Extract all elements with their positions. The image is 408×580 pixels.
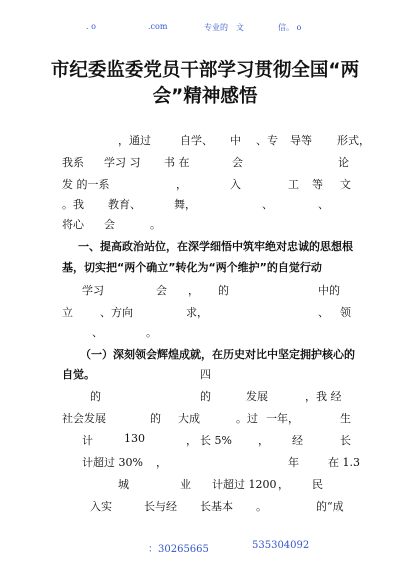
- text-fragment: 长: [340, 434, 351, 447]
- paragraph-line: [0, 196, 408, 216]
- paragraph-line: [0, 304, 408, 324]
- paragraph-line: [0, 176, 408, 196]
- page-footer: [0, 540, 408, 554]
- text-fragment: 论: [338, 156, 349, 169]
- title-line-2: 会”精神感悟: [152, 86, 258, 107]
- paragraph-line: [0, 216, 408, 236]
- header-left-text: . o: [86, 22, 96, 31]
- paragraph-line: [0, 282, 408, 302]
- text-fragment: 立: [62, 306, 73, 319]
- paragraph-line: [0, 324, 408, 344]
- paragraph-line: [0, 410, 408, 430]
- header-mid-text: 专业的 文: [204, 23, 244, 32]
- text-fragment: 。过: [236, 412, 258, 425]
- text-fragment: ，: [188, 284, 199, 297]
- text-fragment: 长 5%: [200, 434, 232, 447]
- title-line-1: 市纪委监委党员干部学习贯彻全国“两: [50, 60, 360, 81]
- text-fragment: 、: [318, 198, 329, 211]
- text-fragment: 社会发展: [62, 412, 106, 425]
- text-fragment: 发 的一系: [62, 178, 110, 191]
- header-right-text: 信。 o: [278, 23, 302, 32]
- subheading-line-2: 自觉。: [62, 368, 95, 381]
- text-fragment: 。: [150, 218, 161, 231]
- text-fragment: 的“成: [316, 500, 344, 513]
- text-fragment: ，: [156, 456, 167, 469]
- text-fragment: 城: [118, 478, 129, 491]
- text-fragment: 经: [292, 434, 303, 447]
- footer-left-text: ：30265665: [148, 544, 209, 555]
- text-fragment: 入实: [90, 500, 112, 513]
- text-fragment: 会: [232, 156, 243, 169]
- text-fragment: ，: [186, 434, 197, 447]
- text-fragment: 计超过 30%: [82, 456, 143, 469]
- text-fragment: ，通过: [118, 134, 151, 147]
- heading-line-1: 一、提高政治站位，在深学细悟中筑牢绝对忠诚的思想根: [78, 240, 353, 253]
- text-fragment: ，: [278, 478, 289, 491]
- footer-right-text: 535304092: [252, 540, 310, 551]
- text-fragment: 。我: [62, 198, 84, 211]
- text-fragment: 的: [150, 412, 161, 425]
- text-fragment: 我系: [62, 156, 84, 169]
- paragraph-line: [0, 154, 408, 174]
- section-heading: [0, 259, 408, 279]
- heading-line-2: 基，切实把“两个确立”转化为“两个维护”的自觉行动: [62, 261, 322, 274]
- paragraph-line: [0, 132, 408, 152]
- text-fragment: 计: [82, 434, 93, 447]
- text-fragment: 四: [200, 368, 211, 381]
- subsection-heading: [0, 366, 408, 386]
- text-fragment: 的: [218, 284, 229, 297]
- text-fragment: 中的: [318, 284, 340, 297]
- text-fragment: 中: [230, 134, 241, 147]
- text-fragment: 、专: [256, 134, 278, 147]
- text-fragment: 教育、: [108, 198, 141, 211]
- header-domain-text: .com: [148, 22, 168, 31]
- text-fragment: 入: [230, 178, 241, 191]
- text-fragment: 、: [318, 306, 329, 319]
- text-fragment: 等: [312, 178, 323, 191]
- text-fragment: 、方向: [100, 306, 133, 319]
- text-fragment: 大成: [178, 412, 200, 425]
- text-fragment: 民: [312, 478, 323, 491]
- text-fragment: 舞，: [174, 198, 196, 211]
- paragraph-line: [0, 388, 408, 408]
- text-fragment: 求，: [186, 306, 208, 319]
- text-fragment: 将心: [62, 218, 84, 231]
- text-fragment: 会: [104, 218, 115, 231]
- text-fragment: 会: [156, 284, 167, 297]
- document-title: [40, 58, 370, 110]
- text-fragment: 在 1.3: [328, 456, 360, 469]
- text-fragment: ，: [176, 178, 187, 191]
- text-fragment: ，: [258, 434, 269, 447]
- text-fragment: 130: [124, 432, 145, 445]
- text-fragment: 、: [92, 326, 103, 339]
- text-fragment: 长基本: [200, 500, 233, 513]
- text-fragment: 。: [256, 500, 267, 513]
- text-fragment: 生: [340, 412, 351, 425]
- text-fragment: 计超过 1200: [212, 478, 277, 491]
- paragraph-line: [0, 498, 408, 518]
- text-fragment: 形式，: [337, 134, 370, 147]
- text-fragment: 、: [262, 198, 273, 211]
- section-heading: [0, 238, 408, 258]
- text-fragment: 业: [180, 478, 191, 491]
- text-fragment: 年: [288, 456, 299, 469]
- text-fragment: 导等: [290, 134, 312, 147]
- text-fragment: 书 在: [164, 156, 190, 169]
- subsection-heading: [0, 346, 408, 366]
- text-fragment: 的: [90, 390, 101, 403]
- text-fragment: 工: [288, 178, 299, 191]
- text-fragment: 学习 习: [104, 156, 141, 169]
- text-fragment: 发展: [246, 390, 268, 403]
- paragraph-line: [0, 476, 408, 496]
- text-fragment: 学习: [82, 284, 104, 297]
- text-fragment: 文: [340, 178, 351, 191]
- page-header: [0, 22, 408, 36]
- text-fragment: 领: [340, 306, 351, 319]
- paragraph-line: [0, 454, 408, 474]
- text-fragment: 。: [146, 326, 157, 339]
- text-fragment: 自学、: [180, 134, 213, 147]
- text-fragment: ，我 经: [305, 390, 342, 403]
- subheading-line-1: （一）深刻领会辉煌成就，在历史对比中坚定拥护核心的: [80, 348, 355, 361]
- text-fragment: 长与经: [144, 500, 177, 513]
- text-fragment: 的: [200, 390, 211, 403]
- paragraph-line: [0, 432, 408, 452]
- text-fragment: 一年，: [266, 412, 299, 425]
